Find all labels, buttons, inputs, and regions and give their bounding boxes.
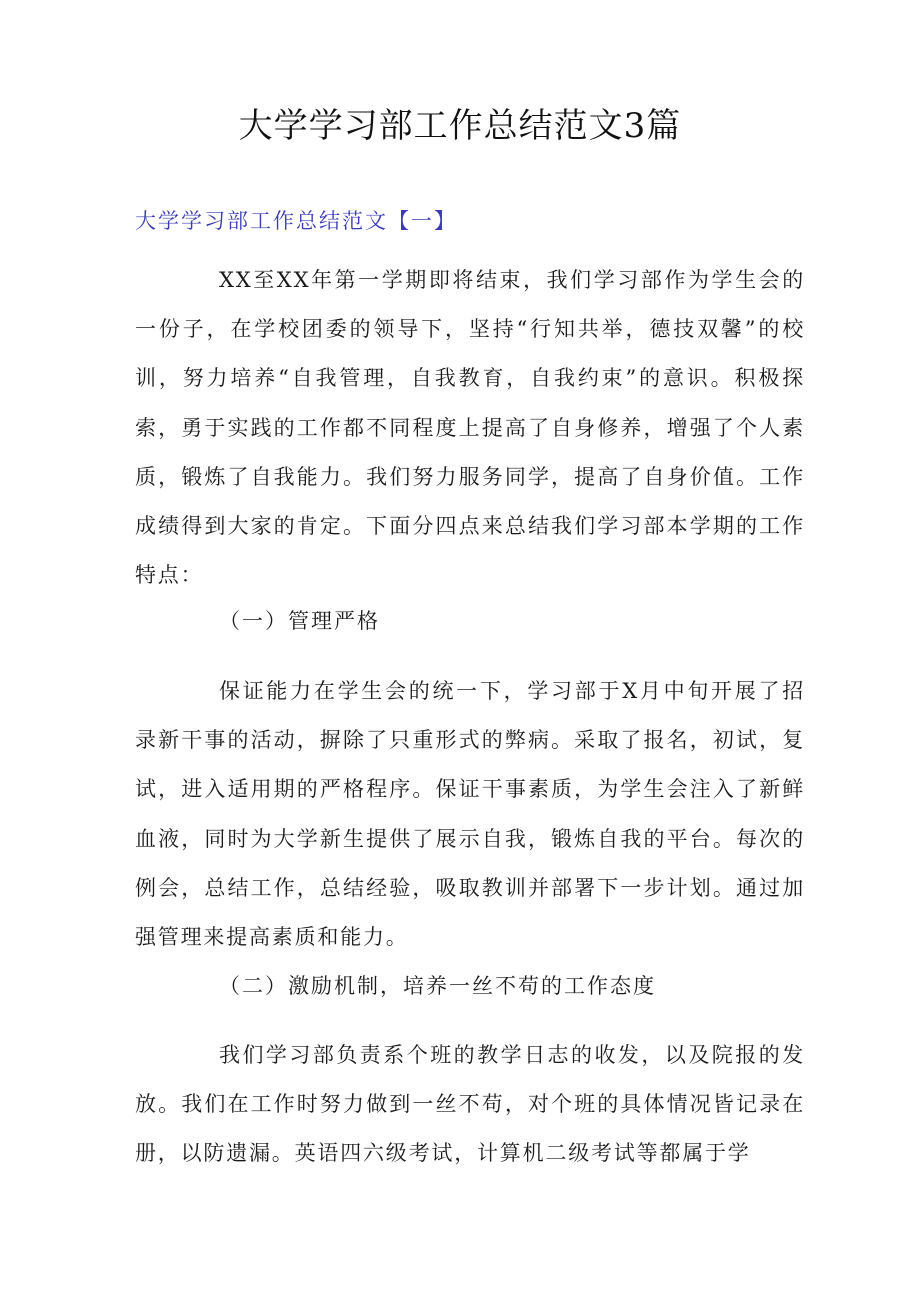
document-title: 大学学习部工作总结范文3篇 — [238, 106, 682, 146]
subheading-incentive: （二）激励机制，培养一丝不苟的工作态度 — [219, 974, 656, 998]
section-heading-one: 大学学习部工作总结范文【一】 — [135, 209, 457, 233]
subheading-management: （一）管理严格 — [219, 609, 380, 633]
paragraph-incentive: 我们学习部负责系个班的教学日志的收发，以及院报的发放。我们在工作时努力做到一丝不苟，对个班的具体情况皆记录在册，以防遗漏。英语四六级考试，计算机二级考试等都属于学 — [135, 1043, 805, 1166]
paragraph-management: 保证能力在学生会的统一下，学习部于X月中旬开展了招录新干事的活动，摒除了只重形式的弊病。采取了报名，初试，复试，进入适用期的严格程序。保证干事素质，为学生会注入了新鲜血液，同时为大学新生提供了展示自我，锻炼自我的平台。每次的例会，总结工作，总结经验，吸取教训并部署下一步计划。通过加强管理来提高素质和能力。 — [135, 679, 805, 950]
paragraph-intro: XX至XX年第一学期即将结束，我们学习部作为学生会的一份子，在学校团委的领导下，坚持“行知共举，德技双馨”的校训，努力培养“自我管理，自我教育，自我约束”的意识。积极探索，勇于实践的工作都不同程度上提高了自身修养，增强了个人素质，锻炼了自我能力。我们努力服务同学，提高了自身价值。工作成绩得到大家的肯定。下面分四点来总结我们学习部本学期的工作特点： — [135, 268, 805, 588]
